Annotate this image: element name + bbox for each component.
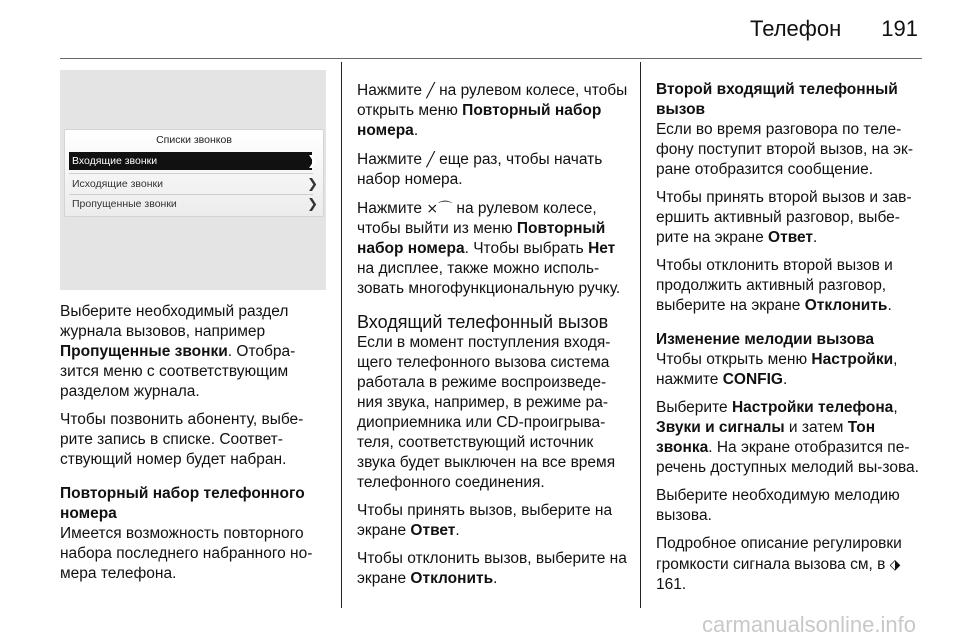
paragraph: Выберите необходимую мелодию вызова.	[656, 487, 900, 524]
column-2	[357, 80, 631, 597]
paragraph: Нажмите ╱ на рулевом колесе, чтобы открыть меню Повторный набор номера.	[357, 82, 628, 139]
section-heading-redial: Повторный набор телефонного номера	[60, 485, 305, 522]
section-heading-ringtone: Изменение мелодии вызова	[656, 331, 875, 348]
phone-handset-icon: ╱	[426, 151, 435, 167]
page-title: Телефон	[750, 16, 842, 41]
chevron-right-icon: ❯	[307, 153, 318, 168]
page-reference-link[interactable]: 161.	[656, 576, 687, 593]
paragraph: Нажмите ╱ еще раз, чтобы начать набор номера.	[357, 151, 603, 188]
paragraph: Чтобы принять вызов, выберите на экране Ответ.	[357, 502, 613, 539]
screen-title: Списки звонков	[156, 134, 232, 146]
paragraph: Нажмите ⨯⌒ на рулевом колесе, чтобы выйти из меню Повторный набор номера. Чтобы выбрать Нет на дисплее, также можно исполь-зовать многофункциональную ручку.	[357, 200, 621, 297]
page-reference-icon: ⬗	[889, 556, 901, 572]
column-divider-1	[341, 62, 342, 608]
paragraph: Имеется возможность повторного набора последнего набранного но-мера телефона.	[60, 525, 313, 582]
paragraph: Выберите необходимый раздел журнала вызовов, например Пропущенные звонки. Отобра-зится меню с соответствующим разделом журнала.	[60, 303, 296, 400]
watermark: carmanualsonline.info	[701, 612, 916, 637]
list-item-label: Входящие звонки	[72, 155, 158, 167]
paragraph: Чтобы отклонить второй вызов и продолжить активный разговор, выберите на экране Отклонить.	[656, 257, 893, 314]
paragraph: Если во время разговора по теле-фону поступит второй вызов, на эк-ране отобразится сообщение.	[656, 121, 913, 178]
column-3	[656, 80, 926, 603]
list-item-outgoing	[69, 175, 318, 193]
section-heading-second-call: Второй входящий телефонный вызов	[656, 81, 898, 118]
phone-handset-icon: ╱	[426, 82, 435, 98]
paragraph: Подробное описание регулировки громкости сигнала вызова см, в ⬗ 161.	[656, 535, 902, 593]
mute-end-call-icon: ⨯⌒	[426, 200, 453, 216]
list-item-missed	[69, 195, 318, 213]
header-rule	[60, 58, 922, 59]
call-lists-screenshot	[60, 70, 326, 290]
page-header	[750, 16, 918, 42]
paragraph: Если в момент поступления входя-щего телефонного вызова система работала в режиме воспроизведе-ния звука, например, в режиме ра-диоприемника или CD-проигрыва-теля, соответствующий источник звука будет выключен на все время телефонного соединения.	[357, 334, 616, 491]
paragraph: Чтобы принять второй вызов и зав-ершить активный разговор, выбе-рите на экране Ответ.	[656, 189, 912, 246]
list-item-label: Пропущенные звонки	[72, 198, 177, 210]
section-heading-incoming: Входящий телефонный вызов	[357, 312, 609, 332]
column-1	[60, 302, 330, 592]
paragraph: Выберите Настройки телефона, Звуки и сигналы и затем Тон звонка. На экране отобразится пе-речень доступных мелодий вы-зова.	[656, 399, 919, 476]
page-number: 191	[881, 16, 918, 41]
call-lists-panel	[64, 129, 324, 217]
paragraph: Чтобы открыть меню Настройки, нажмите CONFIG.	[656, 351, 898, 388]
list-item-label: Исходящие звонки	[72, 178, 163, 190]
chevron-right-icon: ❯	[307, 196, 318, 211]
paragraph: Чтобы отклонить вызов, выберите на экране Отклонить.	[357, 550, 627, 587]
paragraph: Чтобы позвонить абоненту, выбе-рите запись в списке. Соответ-ствующий номер будет набран.	[60, 411, 304, 468]
chevron-right-icon: ❯	[307, 176, 318, 191]
column-divider-2	[640, 62, 641, 608]
list-divider	[69, 173, 313, 174]
list-item-incoming	[69, 152, 318, 170]
